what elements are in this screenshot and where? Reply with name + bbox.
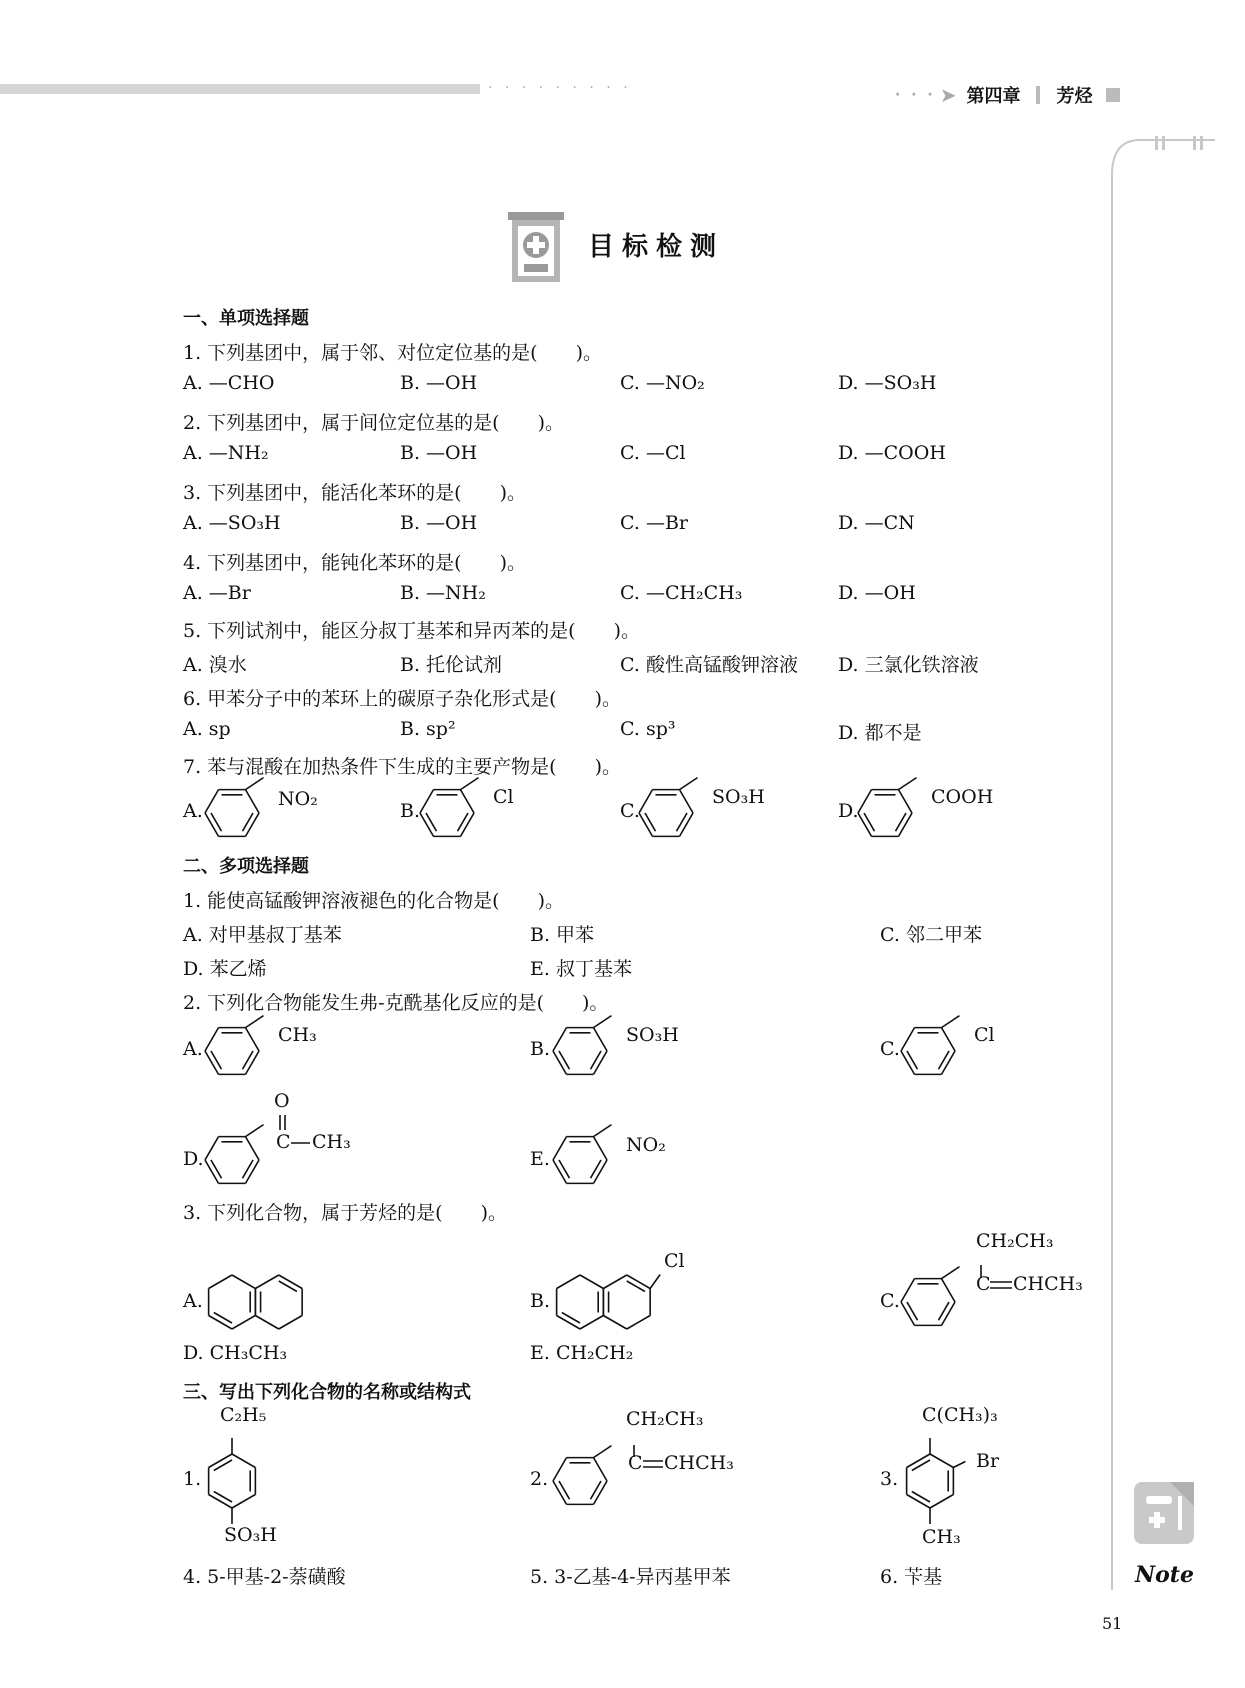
carbon-label: C xyxy=(976,1273,991,1295)
substituent-label: CH₃ xyxy=(278,1024,317,1046)
option: D. —CN xyxy=(838,512,915,534)
option: A. —CHO xyxy=(183,372,275,394)
option: D. —COOH xyxy=(838,442,946,464)
option: B. 托伦试剂 xyxy=(400,654,503,676)
carbon-label: C xyxy=(628,1452,643,1474)
item-label: 2. xyxy=(530,1468,549,1490)
option: B. sp² xyxy=(400,718,456,740)
section-heading-multiple-choice: 二、多项选择题 xyxy=(183,856,309,877)
option: C. —CH₂CH₃ xyxy=(620,582,743,604)
carbon-label: C xyxy=(276,1131,291,1153)
substituent-label: Cl xyxy=(974,1024,995,1046)
item-label: 3. xyxy=(880,1468,899,1490)
question-2-1: 1. 能使高锰酸钾溶液褪色的化合物是( )。 xyxy=(183,890,564,912)
question-1-6: 6. 甲苯分子中的苯环上的碳原子杂化形式是( )。 xyxy=(183,688,621,710)
question-2-2: 2. 下列化合物能发生弗-克酰基化反应的是( )。 xyxy=(183,992,609,1014)
option: D. —SO₃H xyxy=(838,372,937,394)
substituent-label: NO₂ xyxy=(626,1134,666,1156)
naming-question: 6. 苄基 xyxy=(880,1566,943,1588)
topic-label: 芳烃 xyxy=(1056,86,1093,107)
benzene-ring-structure xyxy=(0,0,1,1)
substituent-label: Br xyxy=(976,1450,1000,1472)
option: C. —Cl xyxy=(620,442,686,464)
option: C. 酸性高锰酸钾溶液 xyxy=(620,654,798,676)
substituent-label: C₂H₅ xyxy=(220,1404,267,1426)
page-title: 目标检测 xyxy=(588,232,725,262)
option-label: B. xyxy=(400,800,421,822)
option: E. CH₂CH₂ xyxy=(530,1342,634,1364)
substituent-label: NO₂ xyxy=(278,788,318,810)
notebook-icon xyxy=(1130,1478,1200,1548)
question-1-2: 2. 下列基团中，属于间位定位基的是( )。 xyxy=(183,412,564,434)
substituent-label: Cl xyxy=(664,1250,685,1272)
substituent-label: CH₃ xyxy=(922,1526,961,1548)
page-number: 51 xyxy=(1102,1614,1123,1633)
substituent-label: CH₃ xyxy=(312,1131,351,1153)
option-label: B. xyxy=(530,1290,551,1312)
section-heading-naming: 三、写出下列化合物的名称或结构式 xyxy=(183,1382,471,1403)
option: D. 都不是 xyxy=(838,722,922,744)
option: B. —NH₂ xyxy=(400,582,486,604)
option: B. —OH xyxy=(400,372,478,394)
option-label: A. xyxy=(183,1290,203,1312)
option: A. 对甲基叔丁基苯 xyxy=(183,924,342,946)
option: D. 苯乙烯 xyxy=(183,958,267,980)
option: C. sp³ xyxy=(620,718,676,740)
option: D. CH₃CH₃ xyxy=(183,1342,288,1364)
note-label: Note xyxy=(1135,1562,1194,1588)
option: C. —Br xyxy=(620,512,688,534)
medical-kit-icon xyxy=(506,212,566,284)
option: E. 叔丁基苯 xyxy=(530,958,632,980)
substituent-label: CHCH₃ xyxy=(664,1452,734,1474)
option: B. —OH xyxy=(400,512,478,534)
substituent-label: SO₃H xyxy=(712,786,765,808)
substituent-label: CHCH₃ xyxy=(1013,1273,1083,1295)
substituent-label: CH₂CH₃ xyxy=(626,1408,704,1430)
chapter-label: 第四章 xyxy=(966,86,1021,107)
question-1-3: 3. 下列基团中，能活化苯环的是( )。 xyxy=(183,482,526,504)
substituent-label: Cl xyxy=(493,786,514,808)
naming-question: 4. 5-甲基-2-萘磺酸 xyxy=(183,1566,346,1588)
substituent-label: SO₃H xyxy=(626,1024,679,1046)
option: A. —SO₃H xyxy=(183,512,281,534)
substituent-label: C(CH₃)₃ xyxy=(922,1404,998,1426)
option-label: D. xyxy=(838,800,859,822)
item-label: 1. xyxy=(183,1468,202,1490)
substituent-label: COOH xyxy=(931,786,994,808)
option-label: B. xyxy=(530,1038,551,1060)
option-label: A. xyxy=(183,800,203,822)
option: B. —OH xyxy=(400,442,478,464)
naming-question: 5. 3-乙基-4-异丙基甲苯 xyxy=(530,1566,731,1588)
question-1-1: 1. 下列基团中，属于邻、对位定位基的是( )。 xyxy=(183,342,602,364)
option: A. —NH₂ xyxy=(183,442,269,464)
option-label: C. xyxy=(620,800,640,822)
substituent-label: SO₃H xyxy=(224,1524,277,1546)
option: A. —Br xyxy=(183,582,251,604)
option-label: C. xyxy=(880,1038,900,1060)
chevron-right-icon: ➤ xyxy=(939,83,957,107)
substituent-label: CH₂CH₃ xyxy=(976,1230,1054,1252)
question-1-4: 4. 下列基团中，能钝化苯环的是( )。 xyxy=(183,552,526,574)
option-label: A. xyxy=(183,1038,203,1060)
question-1-5: 5. 下列试剂中，能区分叔丁基苯和异丙苯的是( )。 xyxy=(183,620,640,642)
question-1-7: 7. 苯与混酸在加热条件下生成的主要产物是( )。 xyxy=(183,756,621,778)
question-2-3: 3. 下列化合物，属于芳烃的是( )。 xyxy=(183,1202,507,1224)
option: B. 甲苯 xyxy=(530,924,595,946)
option: A. 溴水 xyxy=(183,654,247,676)
option: C. —NO₂ xyxy=(620,372,705,394)
option: C. 邻二甲苯 xyxy=(880,924,982,946)
option: D. 三氯化铁溶液 xyxy=(838,654,979,676)
option-label: C. xyxy=(880,1290,900,1312)
oxygen-label: O xyxy=(274,1090,290,1112)
option: A. sp xyxy=(183,718,231,740)
option-label: D. xyxy=(183,1148,204,1170)
option-label: E. xyxy=(530,1148,550,1170)
option: D. —OH xyxy=(838,582,916,604)
header-decor-dots: · · · · · · · · · xyxy=(488,80,632,96)
header-dots: · · · xyxy=(895,87,936,103)
section-heading-single-choice: 一、单项选择题 xyxy=(183,308,309,329)
